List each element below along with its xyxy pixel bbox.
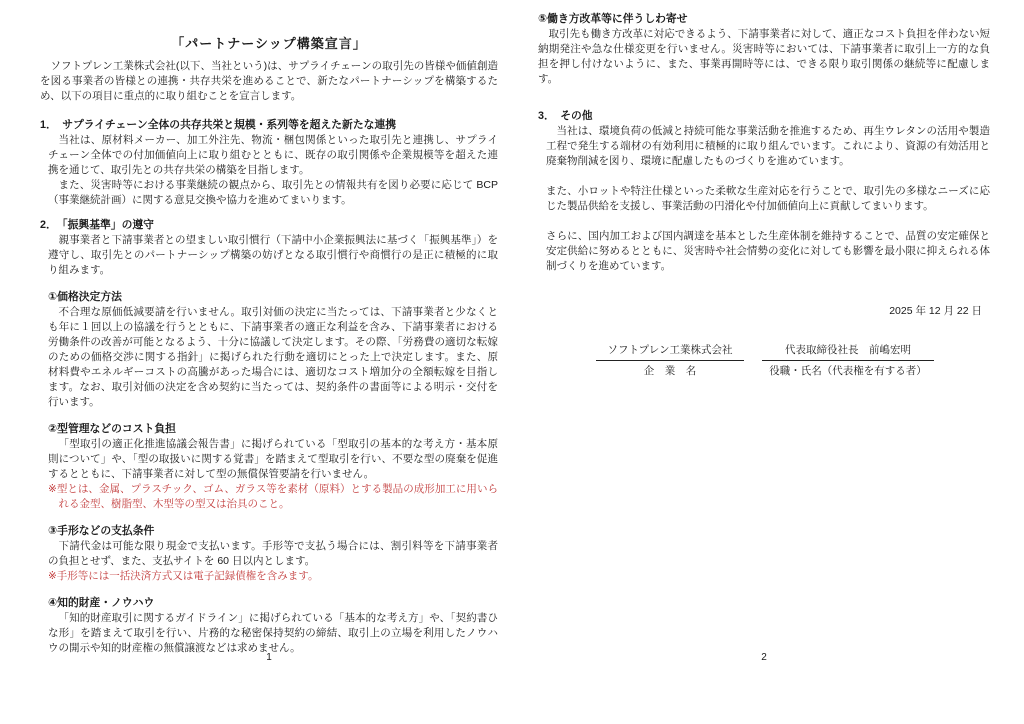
item-2-heading: ②型管理などのコスト負担 [48, 423, 176, 435]
document-page-1 [40, 0, 498, 724]
item-2-note: ※型とは、金属、プラスチック、ゴム、ガラス等を素材（原料）とする製品の成形加工に用いられる金型、樹脂型、木型等の型又は治具のこと。 [48, 483, 498, 510]
page-1-number: 1 [266, 652, 272, 663]
representative-name-label: 役職・氏名（代表権を有する者） [769, 365, 927, 377]
signature-block [596, 343, 990, 379]
section-3-paragraph-2: また、小ロットや特注仕様といった柔軟な生産対応を行うことで、取引先の多様なニーズに応じた製品供給を支援し、事業活動の円滑化や付加価値向上に貢献してまいります。 [546, 185, 990, 212]
signature-company-column [596, 343, 744, 379]
section-1-heading: 1． サプライチェーン全体の共存共栄と規模・系列等を超えた新たな連携 [40, 119, 397, 131]
section-2-heading: 2． 「振興基準」の遵守 [40, 219, 154, 231]
item-3-heading: ③手形などの支払条件 [48, 525, 155, 537]
section-3-heading: 3． その他 [538, 110, 593, 122]
item-3-note: ※手形等には一括決済方式又は電子記録債権を含みます。 [48, 570, 319, 582]
item-2-body: 「型取引の適正化推進協議会報告書」に掲げられている「型取引の基本的な考え方・基本原則について」や、「型の取扱いに関する覚書」を踏まえて型取引を行い、不要な型の廃棄を促進するとともに、下請事業者に対して型の無償保管要請を行いません。 [48, 438, 498, 480]
declaration-date: 2025 年 12 月 22 日 [889, 305, 982, 317]
item-1-heading: ①価格決定方法 [48, 291, 122, 303]
item-5-body: 取引先も働き方改革に対応できるよう、下請事業者に対して、適正なコスト負担を伴わない短納期発注や急な仕様変更を行いません。災害時等においては、下請事業者に取引上一方的な負担を押し付けないように、また、事業再開時等には、できる限り取引関係の継続等に配慮します。 [538, 28, 990, 85]
section-1-body [48, 133, 498, 208]
intro-paragraph: ソフトプレン工業株式会社(以下、当社という)は、サプライチェーンの取引先の皆様や価値創造を図る事業者の皆様との連携・共存共栄を進めることで、新たなパートナーシップを構築するため、以下の項目に重点的に取り組むことを宣言します。 [40, 60, 498, 102]
section-2-paragraph-1: 親事業者と下請事業者との望ましい取引慣行（下請中小企業振興法に基づく「振興基準」）を遵守し、取引先とのパートナーシップ構築の妨げとなる取引慣行や商慣行の是正に積極的に取り組みます。 [48, 234, 498, 276]
section-1-paragraph-1: 当社は、原材料メーカー、加工外注先、物流・梱包関係といった取引先と連携し、サプライチェーン全体での付加価値向上に取り組むとともに、既存の取引関係や企業規模等を超えた連携を通じて、取引先との共存共栄の構築を目指します。 [48, 134, 498, 176]
item-4-heading: ④知的財産・ノウハウ [48, 597, 155, 609]
item-5-heading: ⑤働き方改革等に伴うしわ寄せ [538, 13, 688, 25]
section-1-paragraph-2: また、災害時等における事業継続の観点から、取引先との情報共有を図り必要に応じて BCP（事業継続計画）に関する意見交換や協力を進めてまいります。 [48, 179, 498, 206]
page-2-number: 2 [761, 652, 767, 663]
section-3-body [546, 124, 990, 274]
representative-name: 代表取締役社長 前嶋宏明 [762, 343, 934, 361]
section-3-paragraph-1: 当社は、環境負荷の低減と持続可能な事業活動を推進するため、再生ウレタンの活用や製造工程で発生する端材の有効利用に積極的に取り組んでいます。これにより、資源の有効活用と廃棄物削減を図り、環境に配慮したものづくりを進めています。 [546, 125, 990, 167]
item-1-body: 不合理な原価低減要請を行いません。取引対価の決定に当たっては、下請事業者と少なくとも年に１回以上の協議を行うとともに、下請事業者の適正な利益を含み、下請事業者における労働条件の改善が可能となるよう、十分に協議して決定します。その際、「労務費の適切な転嫁のための価格交渉に関する指針」に掲げられた行動を適切にとった上で決定します。また、原材料費やエネルギーコストの高騰があった場合には、適切なコスト増加分の全額転嫁を目指します。なお、取引対価の決定を含め契約に当たっては、契約条件の書面等による明示・交付を行います。 [48, 306, 498, 408]
company-name-label: 企 業 名 [643, 365, 697, 377]
section-2-body [48, 233, 498, 278]
item-4-body: 「知的財産取引に関するガイドライン」に掲げられている「基本的な考え方」や、「契約書ひな形」を踏まえて取引を行い、片務的な秘密保持契約の締結、取引上の立場を利用したノウハウの開示や知的財産権の無償譲渡などは求めません。 [48, 612, 498, 654]
signature-representative-column [762, 343, 934, 379]
document-title: 「パートナーシップ構築宣言」 [171, 36, 367, 51]
item-3-body: 下請代金は可能な限り現金で支払います。手形等で支払う場合には、割引料等を下請事業者の負担とせず、また、支払サイトを 60 日以内とします。 [48, 540, 498, 567]
document-page-2 [538, 0, 990, 724]
company-name: ソフトプレン工業株式会社 [596, 343, 744, 361]
section-3-paragraph-3: さらに、国内加工および国内調達を基本とした生産体制を維持することで、品質の安定確保と安定供給に努めるとともに、災害時や社会情勢の変化に対しても影響を最小限に抑えられる体制づくりを進めています。 [546, 230, 990, 272]
